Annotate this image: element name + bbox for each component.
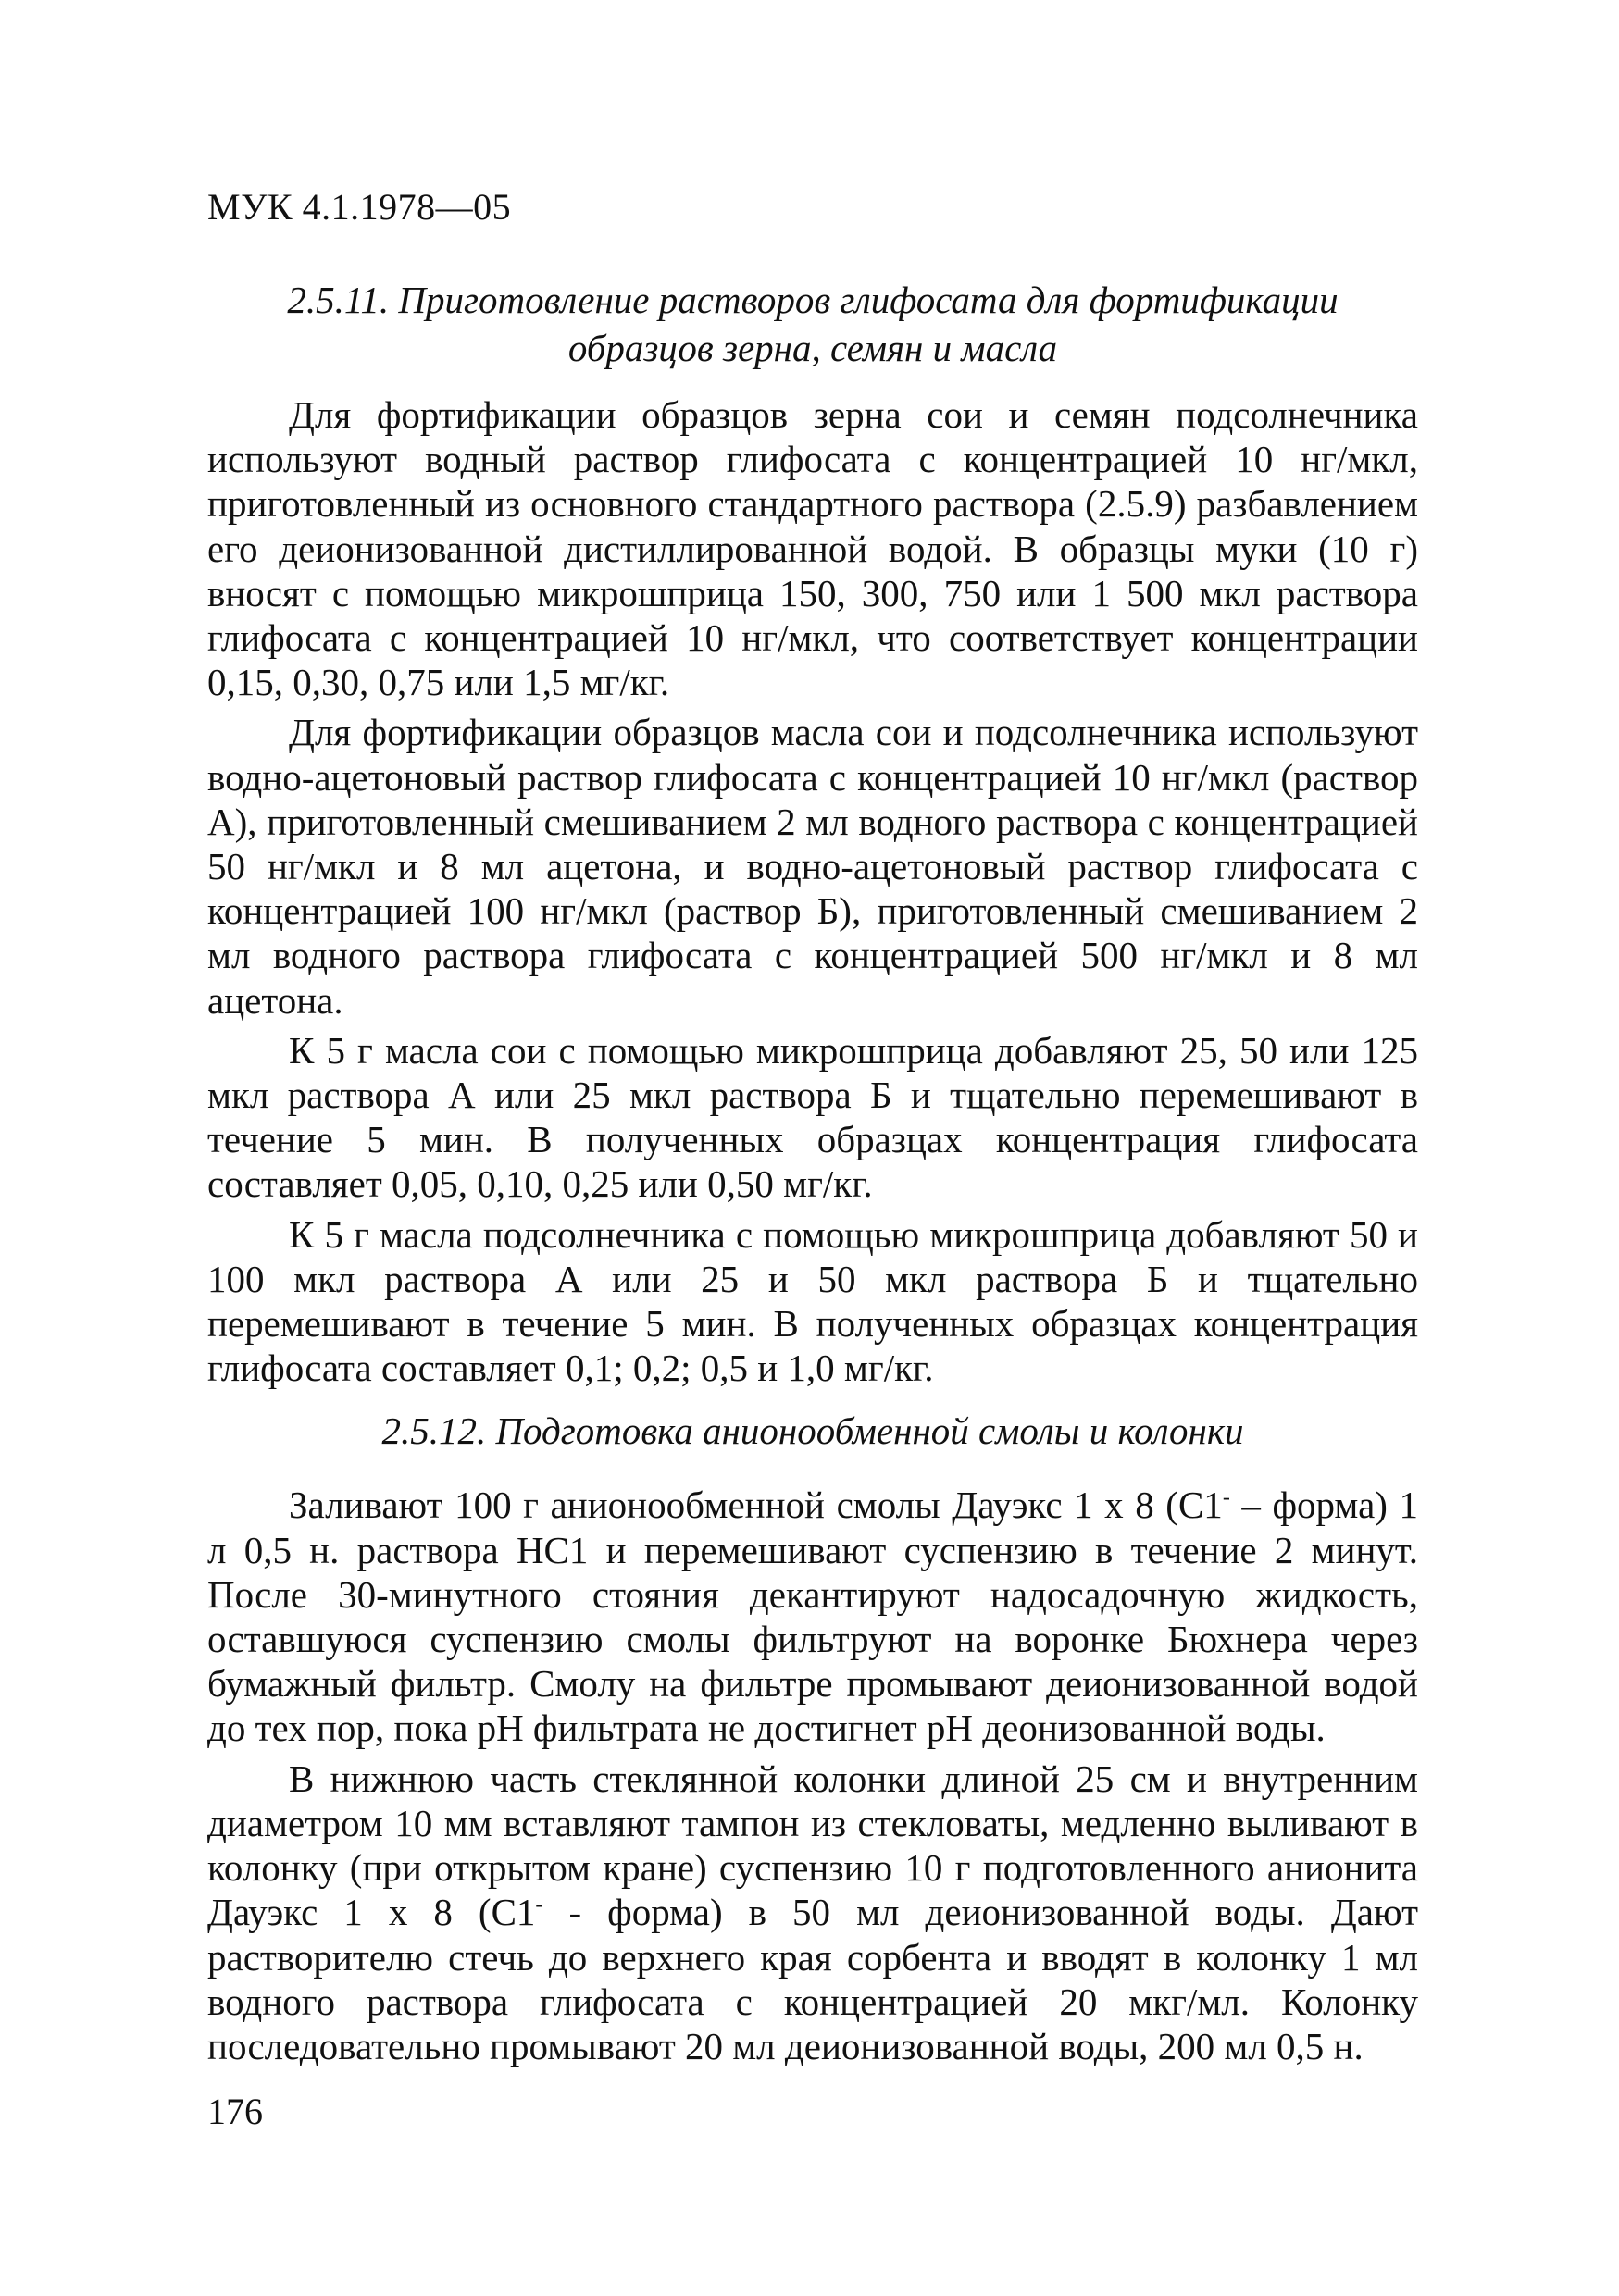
page-content (207, 276, 1418, 2068)
section-title-line-1: 2.5.11. Приготовление растворов глифосата для фортификации (287, 279, 1339, 321)
document-code-header: МУК 4.1.1978—05 (207, 186, 512, 228)
chloride-superscript: - (1222, 1485, 1230, 1510)
section-title-2-5-11 (207, 276, 1418, 372)
section-title-line-2: образцов зерна, семян и масла (567, 327, 1058, 369)
paragraph-resin-preparation (207, 1483, 1418, 1750)
paragraph-resin-text-2: – форма) 1 л 0,5 н. раствора НС1 и перемешивают суспензию в течение 2 минут. После 30-минутного стояния декантируют надосадочную жидкость, оставшуюся суспензию смолы фильтруют на воронке Бюхнера через бумажный фильтр. Смолу на фильтре промывают деионизованной водой до тех пор, пока рН фильтрата не достигнет рН деонизованной воды. (207, 1483, 1418, 1750)
paragraph-column-text-2: - форма) в 50 мл деионизованной воды. Дают растворителю стечь до верхнего края сорбента и вводят в колонку 1 мл водного раствора глифосата с концентрацией 20 мкг/мл. Колонку последовательно промывают 20 мл деионизованной воды, 200 мл 0,5 н. (207, 1891, 1418, 2067)
paragraph-column-preparation (207, 1756, 1418, 2068)
paragraph-oil-fortification: Для фортификации образцов масла сои и подсолнечника используют водно-ацетоновый раствор глифосата с концентрацией 10 нг/мкл (раствор А), приготовленный смешиванием 2 мл водного раствора с концентрацией 50 нг/мкл и 8 мл ацетона, и водно-ацетоновый раствор глифосата с концентрацией 100 нг/мкл (раствор Б), приготовленный смешиванием 2 мл водного раствора глифосата с концентрацией 500 нг/мкл и 8 мл ацетона. (207, 711, 1418, 1022)
paragraph-soy-oil: К 5 г масла сои с помощью микрошприца добавляют 25, 50 или 125 мкл раствора А или 25 мкл раствора Б и тщательно перемешивают в течение 5 мин. В полученных образцах концентрация глифосата составляет 0,05, 0,10, 0,25 или 0,50 мг/кг. (207, 1028, 1418, 1206)
paragraph-grain-seed-fortification: Для фортификации образцов зерна сои и семян подсолнечника используют водный раствор глифосата с концентрацией 10 нг/мкл, приготовленный из основного стандартного раствора (2.5.9) разбавлением его деионизованной дистиллированной водой. В образцы муки (10 г) вносят с помощью микрошприца 150, 300, 750 или 1 500 мкл раствора глифосата с концентрацией 10 нг/мкл, что соответствует концентрации 0,15, 0,30, 0,75 или 1,5 мг/кг. (207, 393, 1418, 704)
page-number: 176 (207, 2091, 263, 2132)
paragraph-column-text-1: В нижнюю часть стеклянной колонки длиной 25 см и внутренним диаметром 10 мм вставляют тампон из стекловаты, медленно выливают в колонку (при открытом кране) суспензию 10 г подготовленного анионита Дауэкс 1 х 8 (С1 (207, 1756, 1418, 1934)
chloride-superscript: - (535, 1893, 543, 1917)
section-title-2-5-12: 2.5.12. Подготовка анионообменной смолы и колонки (381, 1409, 1244, 1453)
paragraph-sunflower-oil: К 5 г масла подсолнечника с помощью микрошприца добавляют 50 и 100 мкл раствора А или 25 и 50 мкл раствора Б и тщательно перемешивают в течение 5 мин. В полученных образцах концентрация глифосата составляет 0,1; 0,2; 0,5 и 1,0 мг/кг. (207, 1212, 1418, 1390)
paragraph-resin-text-1: Заливают 100 г анионообменной смолы Дауэкс 1 х 8 (С1 (289, 1483, 1223, 1527)
